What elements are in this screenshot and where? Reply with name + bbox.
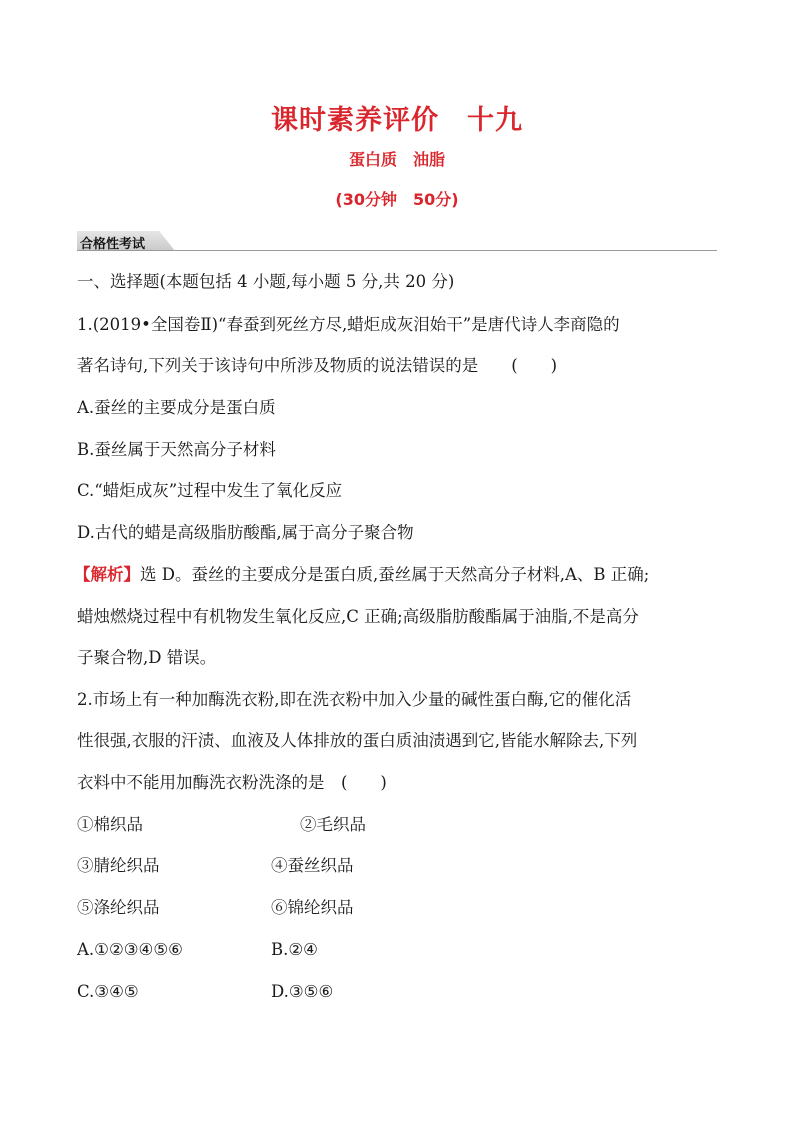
- q2-option-b: B.②④: [271, 940, 318, 959]
- analysis-tag: 【解析】: [74, 565, 140, 584]
- q2-item-1: ①棉织品: [77, 815, 143, 834]
- q1-analysis-line-1: [74, 563, 649, 587]
- q2-option-d: D.③⑤⑥: [271, 982, 334, 1001]
- time-score-info: (30分钟 50分): [335, 190, 459, 209]
- q2-item-5: ⑤涤纶织品: [77, 898, 160, 917]
- section-divider: [77, 250, 717, 251]
- q1-stem-line-2: 著名诗句,下列关于该诗句中所涉及物质的说法错误的是 ( ): [77, 356, 558, 375]
- q1-analysis-text-1: 选 D。蚕丝的主要成分是蛋白质,蚕丝属于天然高分子材料,A、B 正确;: [140, 565, 650, 584]
- q2-stem-line-3: 衣料中不能用加酶洗衣粉洗涤的是 ( ): [77, 773, 387, 792]
- q1-stem-line-1: 1.(2019•全国卷Ⅱ)“春蚕到死丝方尽,蜡炬成灰泪始干”是唐代诗人李商隐的: [77, 315, 620, 334]
- q2-item-6: ⑥锦纶织品: [271, 898, 354, 917]
- q1-option-b: B.蚕丝属于天然高分子材料: [77, 440, 276, 459]
- q2-item-2: ②毛织品: [300, 815, 366, 834]
- q1-analysis-line-2: 蜡烛燃烧过程中有机物发生氧化反应,C 正确;高级脂肪酸酯属于油脂,不是高分: [77, 607, 639, 626]
- q1-option-c: C.“蜡炬成灰”过程中发生了氧化反应: [77, 481, 343, 500]
- q2-stem-line-1: 2.市场上有一种加酶洗衣粉,即在洗衣粉中加入少量的碱性蛋白酶,它的催化活: [77, 690, 632, 709]
- q1-option-a: A.蚕丝的主要成分是蛋白质: [77, 398, 276, 417]
- section-tab-label: 合格性考试: [80, 237, 146, 252]
- q2-item-3: ③腈纶织品: [77, 856, 160, 875]
- q2-stem-line-2: 性很强,衣服的汗渍、血液及人体排放的蛋白质油渍遇到它,皆能水解除去,下列: [77, 731, 638, 750]
- part-heading: 一、选择题(本题包括 4 小题,每小题 5 分,共 20 分): [77, 272, 455, 291]
- q2-option-a: A.①②③④⑤⑥: [77, 940, 183, 959]
- page-subtitle: 蛋白质 油脂: [348, 150, 445, 169]
- q2-option-c: C.③④⑤: [77, 982, 139, 1001]
- page-title: 课时素养评价 十九: [271, 105, 523, 136]
- q1-option-d: D.古代的蜡是高级脂肪酸酯,属于高分子聚合物: [77, 523, 414, 542]
- q2-item-4: ④蚕丝织品: [271, 856, 354, 875]
- q1-analysis-line-3: 子聚合物,D 错误。: [77, 648, 217, 667]
